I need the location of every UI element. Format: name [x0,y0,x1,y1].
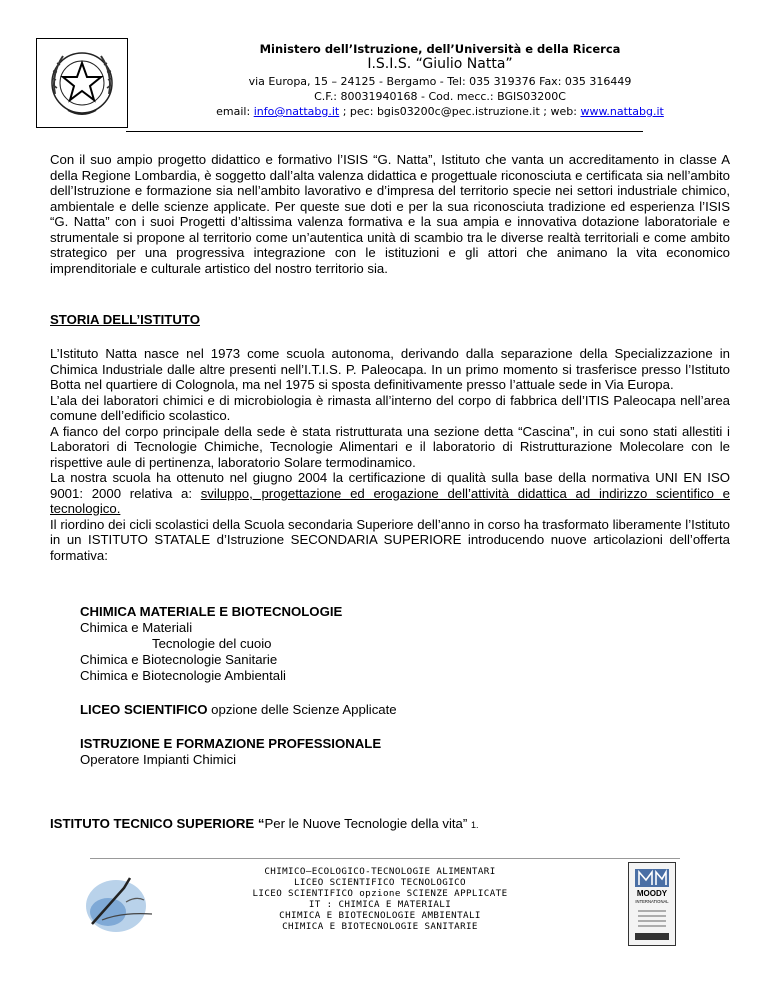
fiscal-code: C.F.: 80031940168 - Cod. mecc.: BGIS03200C [314,90,566,103]
chem-item: Chimica e Materiali [80,620,193,635]
liceo-option: opzione delle Scienze Applicate [207,702,397,717]
liceo-line [80,702,397,718]
footer-line: LICEO SCIENTIFICO opzione SCIENZE APPLICATE [252,888,508,899]
history-title: STORIA DELL’ISTITUTO [50,312,200,327]
chem-title: CHIMICA MATERIALE E BIOTECNOLOGIE [80,604,343,619]
history-paragraph-1: L’Istituto Natta nasce nel 1973 come scuola autonoma, derivando dalla separazione della Specializzazione in Chimica Industriale dalle altre presenti nell’I.T.I.S. P. Paleocapa. In un primo momento si trasferisce presso l’Istituto Botta nel quartiere di Colognola, ma nel 1975 si sposta definitivamente presso l’attuale sede in Via Europa. [50,346,730,392]
cert-sub: INTERNATIONAL [635,899,669,904]
history-paragraph-3: A fianco del corpo principale della sede è stata ristrutturata una sezione detta “Cascina”, in cui sono stati allestiti i Laboratori di Tecnologie Chimiche, Tecnologie Alimentari e il laboratorio di Ristrutturazione Molecolare con le rispettive aule di pertinenza, laboratorio Solare termodinamico. [50,423,730,470]
certification-text: La nostra scuola ha ottenuto nel giugno 2004 la certificazione di qualità sulla base della normativa UNI EN ISO 9001: 2000 relativa a: [50,470,730,501]
footer-line: LICEO SCIENTIFICO TECNOLOGICO [293,877,466,888]
certification-scope: sviluppo, progettazione ed erogazione dell’attività didattica ad indirizzo scientifico e tecnologico. [50,485,730,516]
moody-cert-badge [628,862,676,946]
republic-emblem [36,38,128,128]
footer-line: CHIMICO–ECOLOGICO-TECNOLOGIE ALIMENTARI [264,866,496,877]
web-label: ; web: [543,105,577,118]
footer-course-list [200,866,560,932]
footer-line: CHIMICA E BIOTECNOLOGIE SANITARIE [282,921,478,932]
footer-line: IT : CHIMICA E MATERIALI [308,899,452,910]
chem-item: Chimica e Biotecnologie Ambientali [80,668,286,683]
website-link[interactable]: www.nattabg.it [580,105,664,118]
natta-logo [82,866,158,940]
chem-item: Chimica e Biotecnologie Sanitarie [80,652,278,667]
intro-paragraph [50,152,730,276]
its-title: ISTITUTO TECNICO SUPERIORE “ [50,816,265,831]
italian-emblem-icon [43,44,121,122]
contact-line [130,105,750,118]
cert-brand: MOODY [636,889,668,898]
its-name: Per le Nuove Tecnologie della vita” [264,816,468,831]
chem-item: Tecnologie del cuoio [152,636,272,651]
moody-cert-icon [629,863,675,945]
liceo-title: LICEO SCIENTIFICO [80,702,208,717]
history-section [50,346,730,563]
its-line [50,816,478,834]
header-divider [126,131,643,132]
ministry-name: Ministero dell’Istruzione, dell’Università e della Ricerca [259,42,621,56]
email-label: email: [216,105,251,118]
iefp-item: Operatore Impianti Chimici [80,752,237,767]
history-paragraph-4 [50,470,730,517]
footer-line: CHIMICA E BIOTECNOLOGIE AMBIENTALI [279,910,481,921]
pec-text: ; pec: bgis03200c@pec.istruzione.it [342,105,540,118]
iefp-title: ISTRUZIONE E FORMAZIONE PROFESSIONALE [80,736,382,751]
its-footnote-ref: 1. [470,820,479,830]
intro-text: Con il suo ampio progetto didattico e formativo l’ISIS “G. Natta”, Istituto che vanta un accreditamento in classe A della Regione Lombardia, è soggetto dall’alta valenza didattica e progettuale riconosciuta e certificata sia nell’ambito dell’Istruzione e formazione sia nell’ambito lavorativo e d’impresa del territorio specie nei settori industriale chimico, ambientale e delle scienze applicate. Per queste sue doti e per la sua riconosciuta tradizione ed esperienza l’ISIS “G. Natta” con i suoi Progetti d’altissima valenza formativa e la sua ampia e innovativa dotazione laboratoriale e strumentale si propone al territorio come un’autentica unità di scambio tra le diverse realtà territoriali e come ambito strategico per una progressiva integrazione con le istituzioni e gli attori che animano la vita economico imprenditoriale e culturale artistico del nostro territorio sia. [50,152,730,276]
history-paragraph-2: L’ala dei laboratori chimici e di microbiologia è rimasta all’interno del corpo di fabbrica dell’ITIS Paleocapa nell’area comune dell’edificio scolastico. [50,392,730,423]
school-name: I.S.I.S. “Giulio Natta” [367,56,513,72]
natta-logo-icon [82,866,158,940]
school-address: via Europa, 15 – 24125 - Bergamo - Tel: 035 319376 Fax: 035 316449 [248,75,632,88]
footer-divider [90,858,680,859]
email-link[interactable]: info@nattabg.it [253,105,340,118]
history-paragraph-5: Il riordino dei cicli scolastici della Scuola secondaria Superiore dell’anno in corso ha trasformato liberamente l’Istituto in un ISTITUTO STATALE d’Istruzione SECONDARIA SUPERIORE introducendo nuove articolazioni dell’offerta formativa: [50,516,730,563]
